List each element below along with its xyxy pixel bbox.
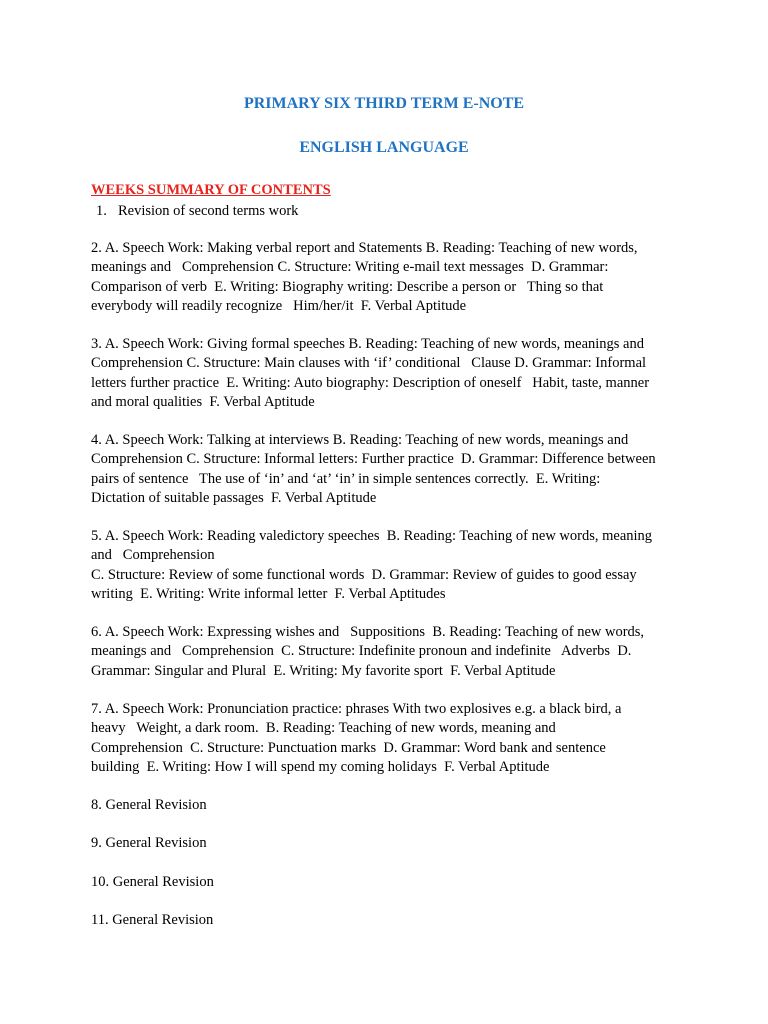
paragraph-line: 10. General Revision (91, 874, 214, 890)
paragraph-line: everybody will readily recognize Him/her/it F. Verbal Aptitude (91, 297, 467, 314)
paragraph-line: Comprehension C. Structure: Informal letters: Further practice D. Grammar: Difference between (91, 451, 656, 468)
paragraph-line: 7. A. Speech Work: Pronunciation practice: phrases With two explosives e.g. a black bird, a (91, 701, 622, 717)
summary-heading: WEEKS SUMMARY OF CONTENTS (91, 182, 331, 198)
document-subtitle: ENGLISH LANGUAGE (299, 139, 469, 156)
week-8-paragraph (91, 796, 691, 815)
paragraph-line: heavy Weight, a dark room. B. Reading: Teaching of new words, meaning and (91, 720, 556, 737)
paragraph-line: Comprehension C. Structure: Main clauses with ‘if’ conditional Clause D. Grammar: Informal (91, 355, 647, 372)
week-10-paragraph (91, 873, 691, 892)
paragraph-line: 3. A. Speech Work: Giving formal speeches B. Reading: Teaching of new words, meanings and (91, 336, 644, 352)
paragraph-line: 8. General Revision (91, 797, 207, 813)
paragraph-line: Comprehension C. Structure: Punctuation marks D. Grammar: Word bank and sentence (91, 739, 606, 756)
paragraph-line: 6. A. Speech Work: Expressing wishes and Suppositions B. Reading: Teaching of new words, (91, 624, 645, 640)
paragraph-line: 4. A. Speech Work: Talking at interviews B. Reading: Teaching of new words, meanings and (91, 432, 629, 448)
paragraph-line: C. Structure: Review of some functional words D. Grammar: Review of guides to good essay (91, 566, 637, 583)
week-5-paragraph (91, 527, 691, 604)
paragraph-line: 2. A. Speech Work: Making verbal report and Statements B. Reading: Teaching of new words, (91, 240, 638, 256)
paragraph-line: and moral qualities F. Verbal Aptitude (91, 393, 315, 410)
document-title: PRIMARY SIX THIRD TERM E-NOTE (243, 95, 525, 112)
paragraph-line: letters further practice E. Writing: Auto biography: Description of oneself Habit, taste, manner (91, 374, 650, 391)
week-9-paragraph (91, 834, 691, 853)
paragraph-line: 9. General Revision (91, 835, 207, 851)
paragraph-line: and Comprehension (91, 547, 215, 564)
week-6-paragraph (91, 623, 691, 681)
paragraph-line: meanings and Comprehension C. Structure: Indefinite pronoun and indefinite Adverbs D. (91, 643, 632, 660)
list-item-number: 1. (96, 203, 107, 219)
week-3-paragraph (91, 335, 691, 412)
paragraph-line: meanings and Comprehension C. Structure: Writing e-mail text messages D. Grammar: (91, 259, 609, 276)
paragraph-line: 11. General Revision (91, 912, 214, 928)
list-item-week-1 (96, 203, 298, 220)
paragraph-line: Dictation of suitable passages F. Verbal Aptitude (91, 489, 377, 506)
paragraph-line: Grammar: Singular and Plural E. Writing: My favorite sport F. Verbal Aptitude (91, 662, 556, 679)
paragraph-line: writing E. Writing: Write informal letter F. Verbal Aptitudes (91, 585, 446, 602)
week-4-paragraph (91, 431, 691, 508)
week-7-paragraph (91, 700, 691, 777)
week-2-paragraph (91, 239, 691, 316)
week-11-paragraph (91, 911, 691, 930)
paragraph-line: 5. A. Speech Work: Reading valedictory speeches B. Reading: Teaching of new words, meaning (91, 528, 653, 544)
paragraph-line: Comparison of verb E. Writing: Biography writing: Describe a person or Thing so that (91, 278, 604, 295)
list-item-text: Revision of second terms work (118, 203, 299, 219)
paragraph-line: building E. Writing: How I will spend my coming holidays F. Verbal Aptitude (91, 758, 550, 775)
paragraph-line: pairs of sentence The use of ‘in’ and ‘at’ ‘in’ in simple sentences correctly. E. Writing: (91, 470, 601, 487)
